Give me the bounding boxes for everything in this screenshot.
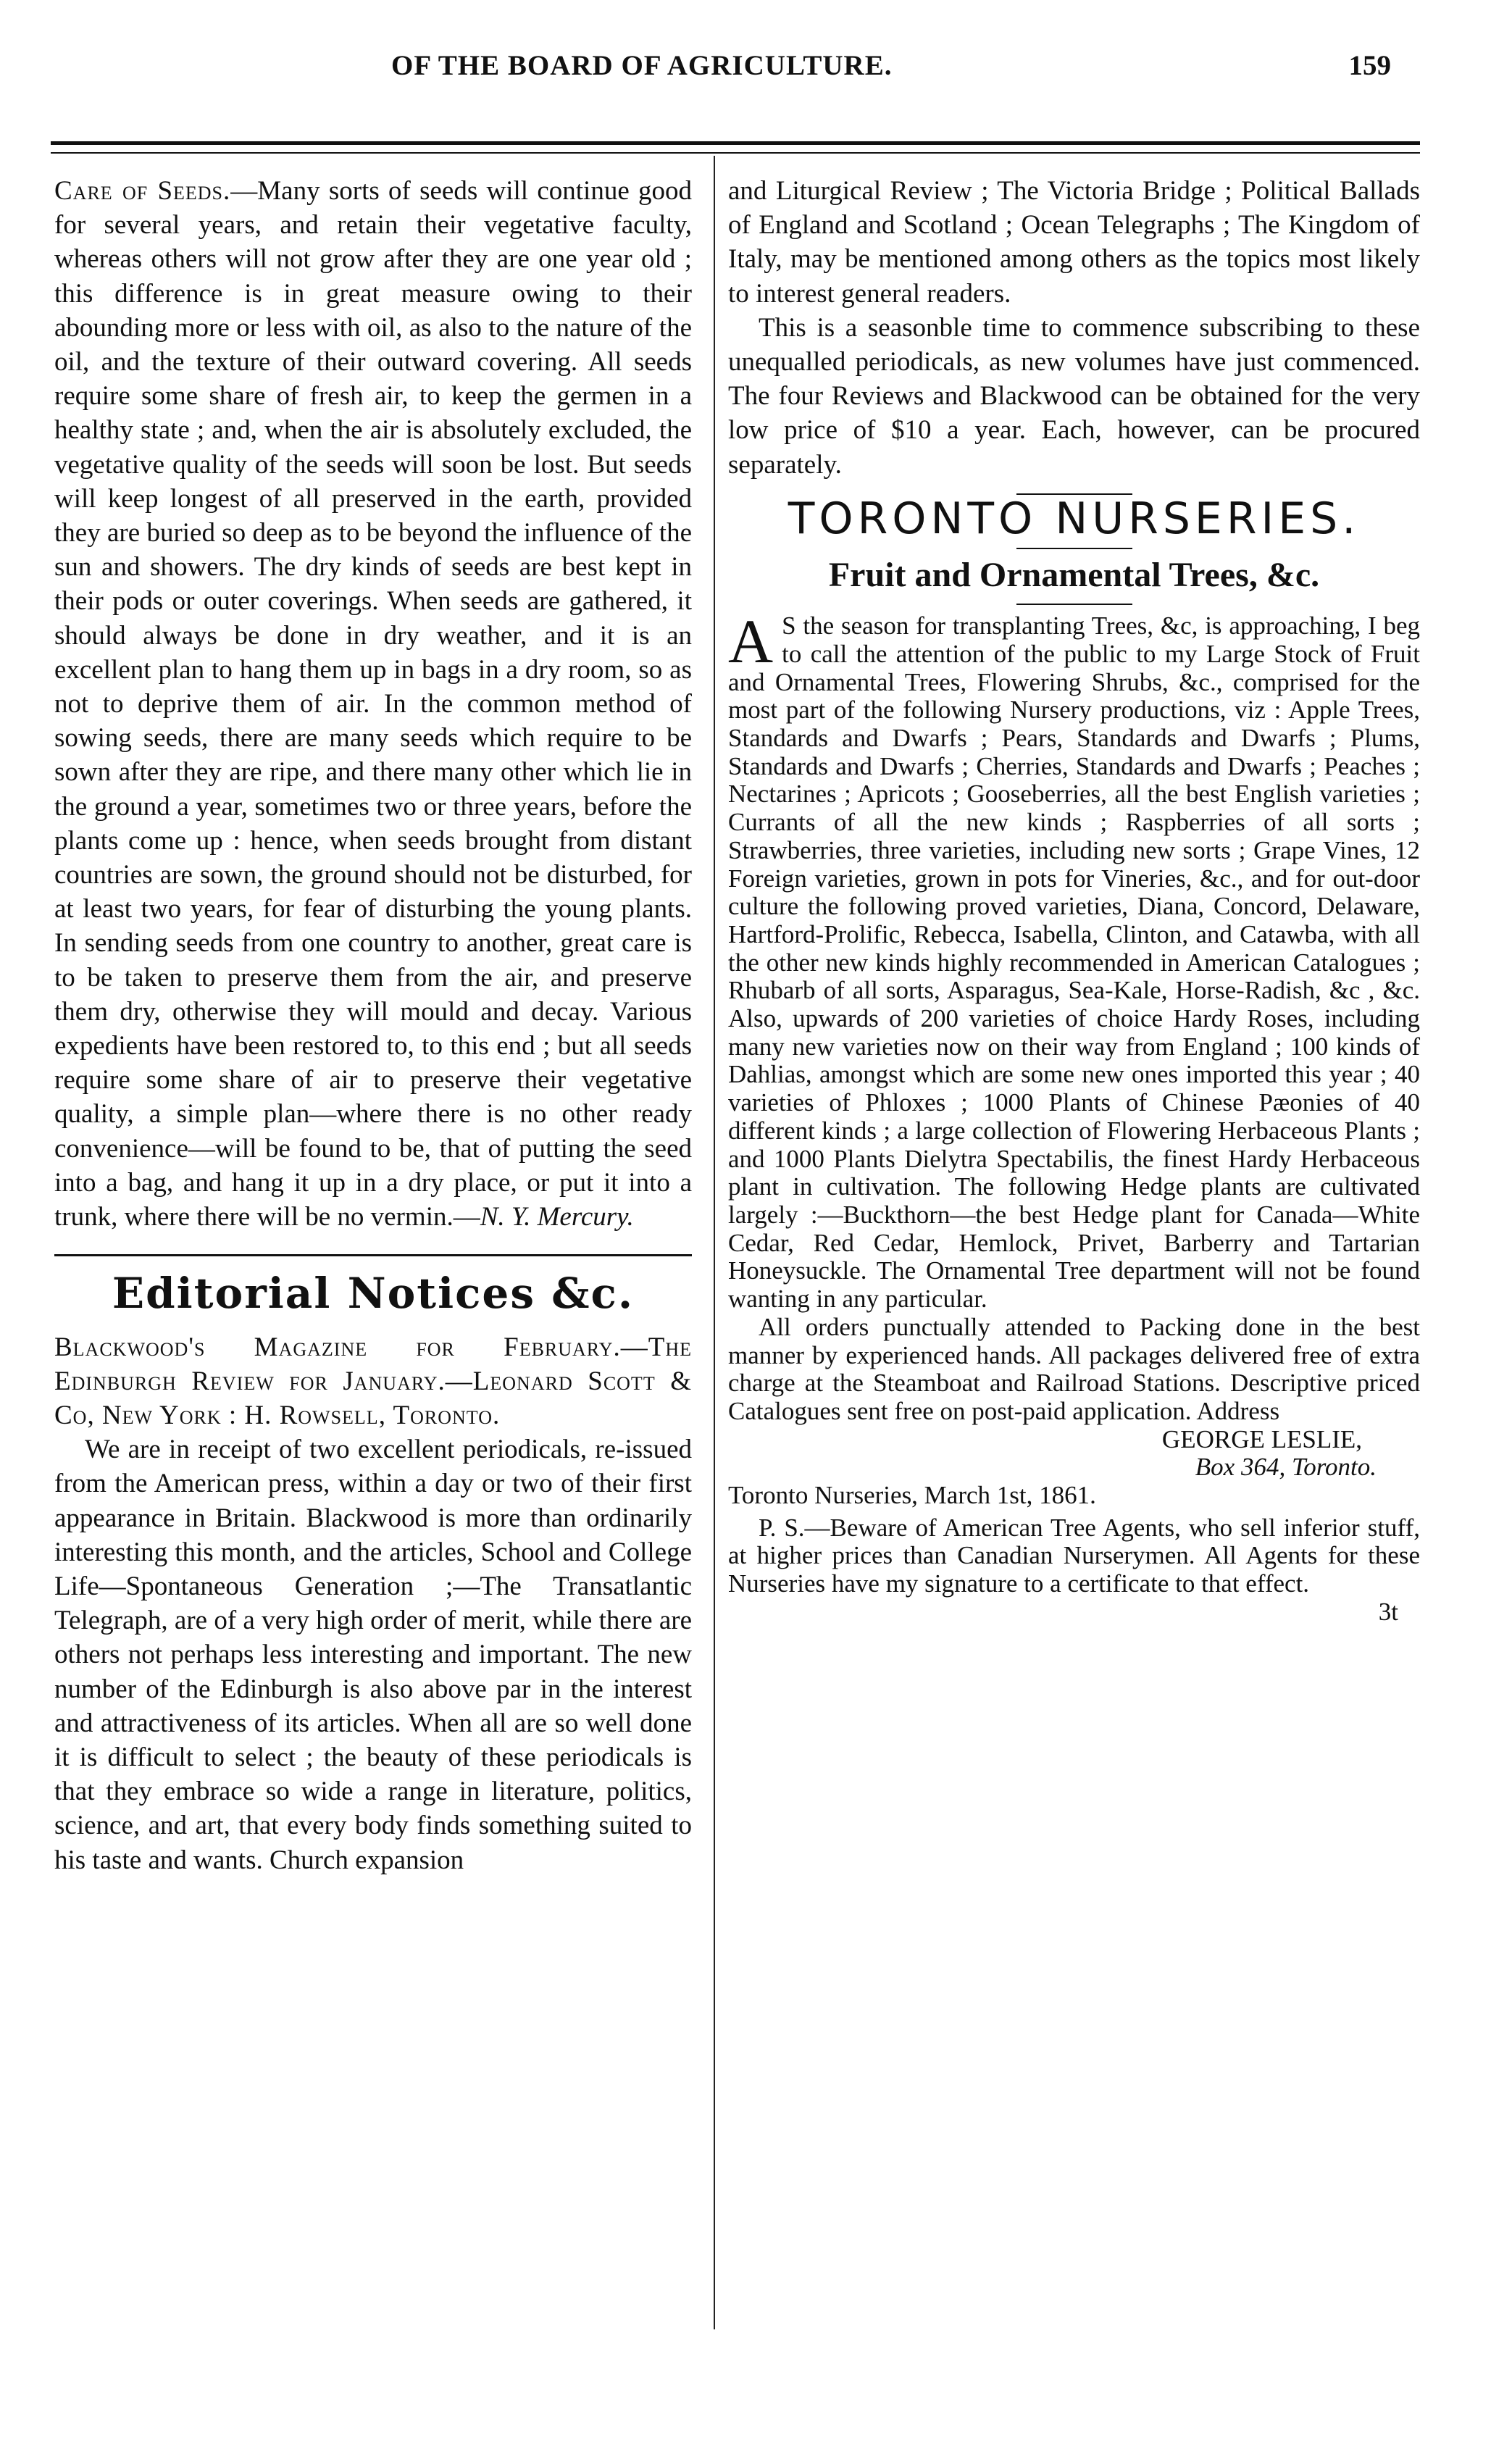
seeds-title: Care of Seeds. [54,176,231,206]
signature-name: GEORGE LESLIE, [1161,1424,1362,1453]
header-rule-thick [51,141,1420,145]
running-head [51,49,1420,93]
ad-main-text: S the season for transplanting Trees, &c, is approaching, I beg to call the attention of the public to my Large Stock of Fruit and Ornamental Trees, Flowering Shrubs, &c., comprised for the most part of the following Nursery productions, viz : Apple Trees, Standards and Dwarfs ; Pears, Standards and Dwarfs ; Plums, Standards and Dwarfs ; Cherries, Standards and Dwarfs ; Peaches ; Nectarines ; Apricots ; Gooseberries, all the best English varieties ; Currants of all the new kinds ; Raspberries of all sorts ; Strawberries, three varieties, including new sorts ; Grape Vines, 12 Foreign varieties, grown in pots for Vineries, &c., and for out-door culture the following proved varieties, Diana, Concord, Delaware, Hartford-Prolific, Rebecca, Isabella, Clinton, and Catawba, with all the other new kinds highly recommended in American Catalogues ; Rhubarb of all sorts, Asparagus, Sea-Kale, Horse-Radish, &c , &c. Also, upwards of 200 varieties of choice Hardy Roses, including many new varieties now on their way from England ; 100 kinds of Dahlias, amongst which are some new ones imported this year ; 40 varieties of Phloxes ; 1000 Plants of Chinese Pæonies of 40 different kinds ; a large collection of Flowering Herbaceous Plants ; and 1000 Plants Dielytra Spectabilis, the finest Hardy Herbaceous plant in cultivation. The following Hedge plants are cultivated largely :—Buckthorn—the best Hedge plant for Canada—White Cedar, Red Cedar, Hemlock, Privet, Barberry and Tartarian Honeysuckle. The Ornamental Tree department will not be found wanting in any particular. [728,612,1420,1314]
header-rule-thin [51,152,1420,154]
seeds-article [54,174,692,1234]
nursery-advertisement [728,606,1420,1626]
dateline: Toronto Nurseries, March 1st, 1861. [728,1481,1096,1510]
subscribe-paragraph: This is a seasonble time to commence subscribing to these unequalled periodicals, as new volumes have just commenced. The four Reviews and Blackwood can be obtained for the very low price of $10 a year. Each, however, can be procured separately. [728,312,1420,480]
seeds-source: N. Y. Mercury. [480,1202,634,1232]
signature-address: Box 364, Toronto. [1195,1453,1377,1482]
ps-paragraph: P. S.—Beware of American Tree Agents, who sell inferior stuff, at higher prices than Canadian Nurserymen. All Agents for these Nurseries have my signature to a certificate to that effect. [728,1513,1420,1598]
seeds-body: —Many sorts of seeds will continue good for several years, and retain their vegetative faculty, whereas others will not grow after they are one year old ; this difference is in great measure owing to their abounding more or less with oil, as also to the nature of the oil, and the texture of their outward covering. All seeds require some share of fresh air, to keep the germen in a healthy state ; and, when the air is absolutely excluded, the vegetative quality of the seeds will soon be lost. But seeds will keep longest of all preserved in the earth, provided they are buried so deep as to be beyond the influence of the sun and showers. The dry kinds of seeds are best kept in their pods or outer coverings. When seeds are gathered, it should always be done in dry weather, and it is an excellent plan to hang them up in bags in a dry room, so as not to deprive them of air. In the common method of sowing seeds, there are many seeds which require to be sown after they are ripe, and there many other which lie in the ground a year, sometimes two or three years, before the plants come up : hence, when seeds brought from distant countries are sown, the ground should not be disturbed, for at least two years, for fear of disturbing the young plants. In sending seeds from one country to another, great care is to be taken to preserve them from the air, and preserve them dry, otherwise they will mould and decay. Various expedients have been restored to, to this end ; but all seeds require some share of air to preserve their vegetative quality, a simple plan—where there is no other ready convenience—will be found to be, that of putting the seed into a bag, and hang it up in a dry place, or put it into a trunk, where there will be no vermin.— [54,176,692,1232]
editorial-body: We are in receipt of two excellent periodicals, re-issued from the American press, within a day or two of their first appearance in Britain. Blackwood is more than ordinarily interesting this month, and the articles, School and College Life—Spontaneous Generation ;—The Transatlantic Telegraph, are of a very high order of merit, while there are others not perhaps less interesting and important. The new number of the Edinburgh is also above par in the interest and attractiveness of its articles. When all are so well done it is difficult to select ; the beauty of these periodicals is that they embrace so wide a range in literature, politics, science, and art, that every body finds something suited to his taste and wants. Church expansion [54,1435,692,1875]
nursery-heading: TORONTO NURSERIES. [788,493,1361,544]
page-number: 159 [1348,50,1391,81]
editorial-heading: Editorial Notices &c. [112,1269,635,1319]
ad-main-paragraph [728,606,1420,1314]
editorial-lead: Blackwood's Magazine for February.—The Edinburgh Review for January.—Leonard Scott & Co, New York : H. Rowsell, Toronto. [54,1332,692,1430]
left-column [54,174,692,1877]
orders-paragraph: All orders punctually attended to Packing done in the best manner by experienced hands. All packages delivered free of extra charge at the Steamboat and Railroad Stations. Descriptive priced Catalogues sent free on post-paid application. Address [728,1312,1420,1425]
column-divider [714,156,715,2329]
short-divider [1016,604,1132,605]
right-column [728,174,1420,1627]
editorial-continued: and Liturgical Review ; The Victoria Bridge ; Political Ballads of England and Scotland ; Ocean Telegraphs ; The Kingdom of Italy, may be mentioned among others as the topics most likely to interest general readers. [728,176,1420,309]
drop-cap: A [728,606,774,677]
running-title: OF THE BOARD OF AGRICULTURE. [391,50,893,81]
insertion-mark: 3t [1378,1597,1398,1626]
section-divider [54,1254,692,1256]
fruit-heading: Fruit and Ornamental Trees, &c. [828,556,1320,595]
short-divider [1016,548,1132,549]
